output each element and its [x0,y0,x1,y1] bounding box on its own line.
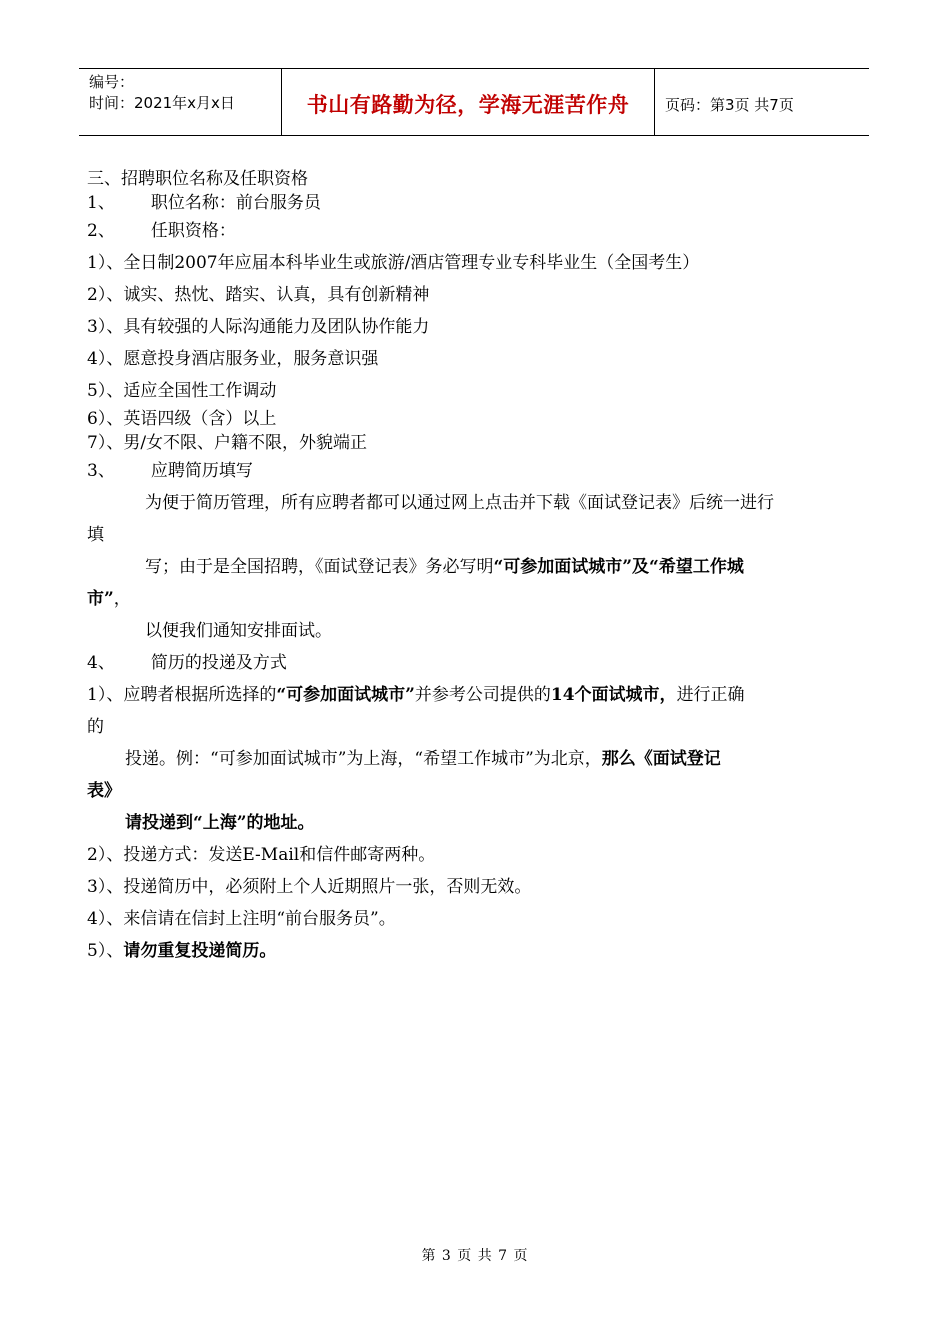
paragraph-line [87,551,867,583]
delivery-item: 4）、来信请在信封上注明“前台服务员”。 [87,909,396,929]
document-header [79,68,869,136]
date-text: 时间：2021年x月x日 [89,94,235,112]
qualification-item: 2）、诚实、热忱、踏实、认真，具有创新精神 [87,285,430,305]
paragraph-line: 的 [87,717,104,737]
item-text: 任职资格： [150,221,236,241]
bold-segment: 14个面试城市， [550,685,677,705]
bold-segment: 请投递到“上海”的地址。 [125,813,315,833]
qualification-item: 6）、英语四级（含）以上 [87,409,277,429]
paragraph-line: 为便于简历管理，所有应聘者都可以通过网上点击并下载《面试登记表》后统一进行 [145,493,774,513]
bold-segment: 表》 [87,781,121,801]
document-body [87,167,867,967]
header-left-cell [79,69,281,135]
bold-segment: 请勿重复投递简历。 [123,941,277,961]
bold-segment: 那么《面试登记 [601,749,721,769]
item-text: 简历的投递及方式 [150,653,287,673]
delivery-item: 2）、投递方式：发送E-Mail和信件邮寄两种。 [87,845,436,865]
item-text: 职位名称：前台服务员 [150,193,321,213]
item-number: 4、 [87,653,115,673]
section-title: 三、招聘职位名称及任职资格 [87,169,308,189]
paragraph-line: 以便我们通知安排面试。 [145,621,332,641]
text-segment: 写；由于是全国招聘，《面试登记表》务必写明 [145,557,494,577]
item-text: 应聘简历填写 [150,461,253,481]
paragraph-line [87,679,867,711]
text-segment: 1）、应聘者根据所选择的 [87,685,277,705]
qualification-item: 3）、具有较强的人际沟通能力及团队协作能力 [87,317,430,337]
paragraph-line [87,743,867,775]
list-item [87,215,867,247]
header-motto: 书山有路勤为径，学海无涯苦作舟 [281,69,655,135]
text-segment: 并参考公司提供的 [414,685,551,705]
item-number: 1、 [87,193,115,213]
delivery-item: 3）、投递简历中，必须附上个人近期照片一张，否则无效。 [87,877,532,897]
paragraph-line [87,583,867,615]
text-segment: 5）、 [87,941,124,961]
qualification-item: 7）、男/女不限、户籍不限，外貌端正 [87,433,368,453]
page-footer: 第 3 页 共 7 页 [421,1248,529,1264]
list-item [87,455,867,487]
serial-number-label: 编号： [89,73,135,91]
text-segment: 进行正确 [676,685,745,705]
paragraph-line [87,807,867,839]
bold-segment: 市” [87,589,114,609]
text-segment: ， [113,589,131,609]
list-item [87,647,867,679]
qualification-item: 1）、全日制2007年应届本科毕业生或旅游/酒店管理专业专科毕业生（全国考生） [87,253,700,273]
paragraph-line [87,775,867,807]
bold-segment: “可参加面试城市”及“希望工作城 [493,557,744,577]
item-number: 2、 [87,221,115,241]
list-item [87,191,867,215]
text-segment: 投递。例：“可参加面试城市”为上海，“希望工作城市”为北京， [125,749,602,769]
qualification-item: 4）、愿意投身酒店服务业，服务意识强 [87,349,379,369]
delivery-item [87,935,867,967]
bold-segment: “可参加面试城市” [276,685,415,705]
item-number: 3、 [87,461,115,481]
header-page-info: 页码：第3页 共7页 [665,95,794,114]
paragraph-line: 填 [87,525,104,545]
qualification-item: 5）、适应全国性工作调动 [87,381,277,401]
